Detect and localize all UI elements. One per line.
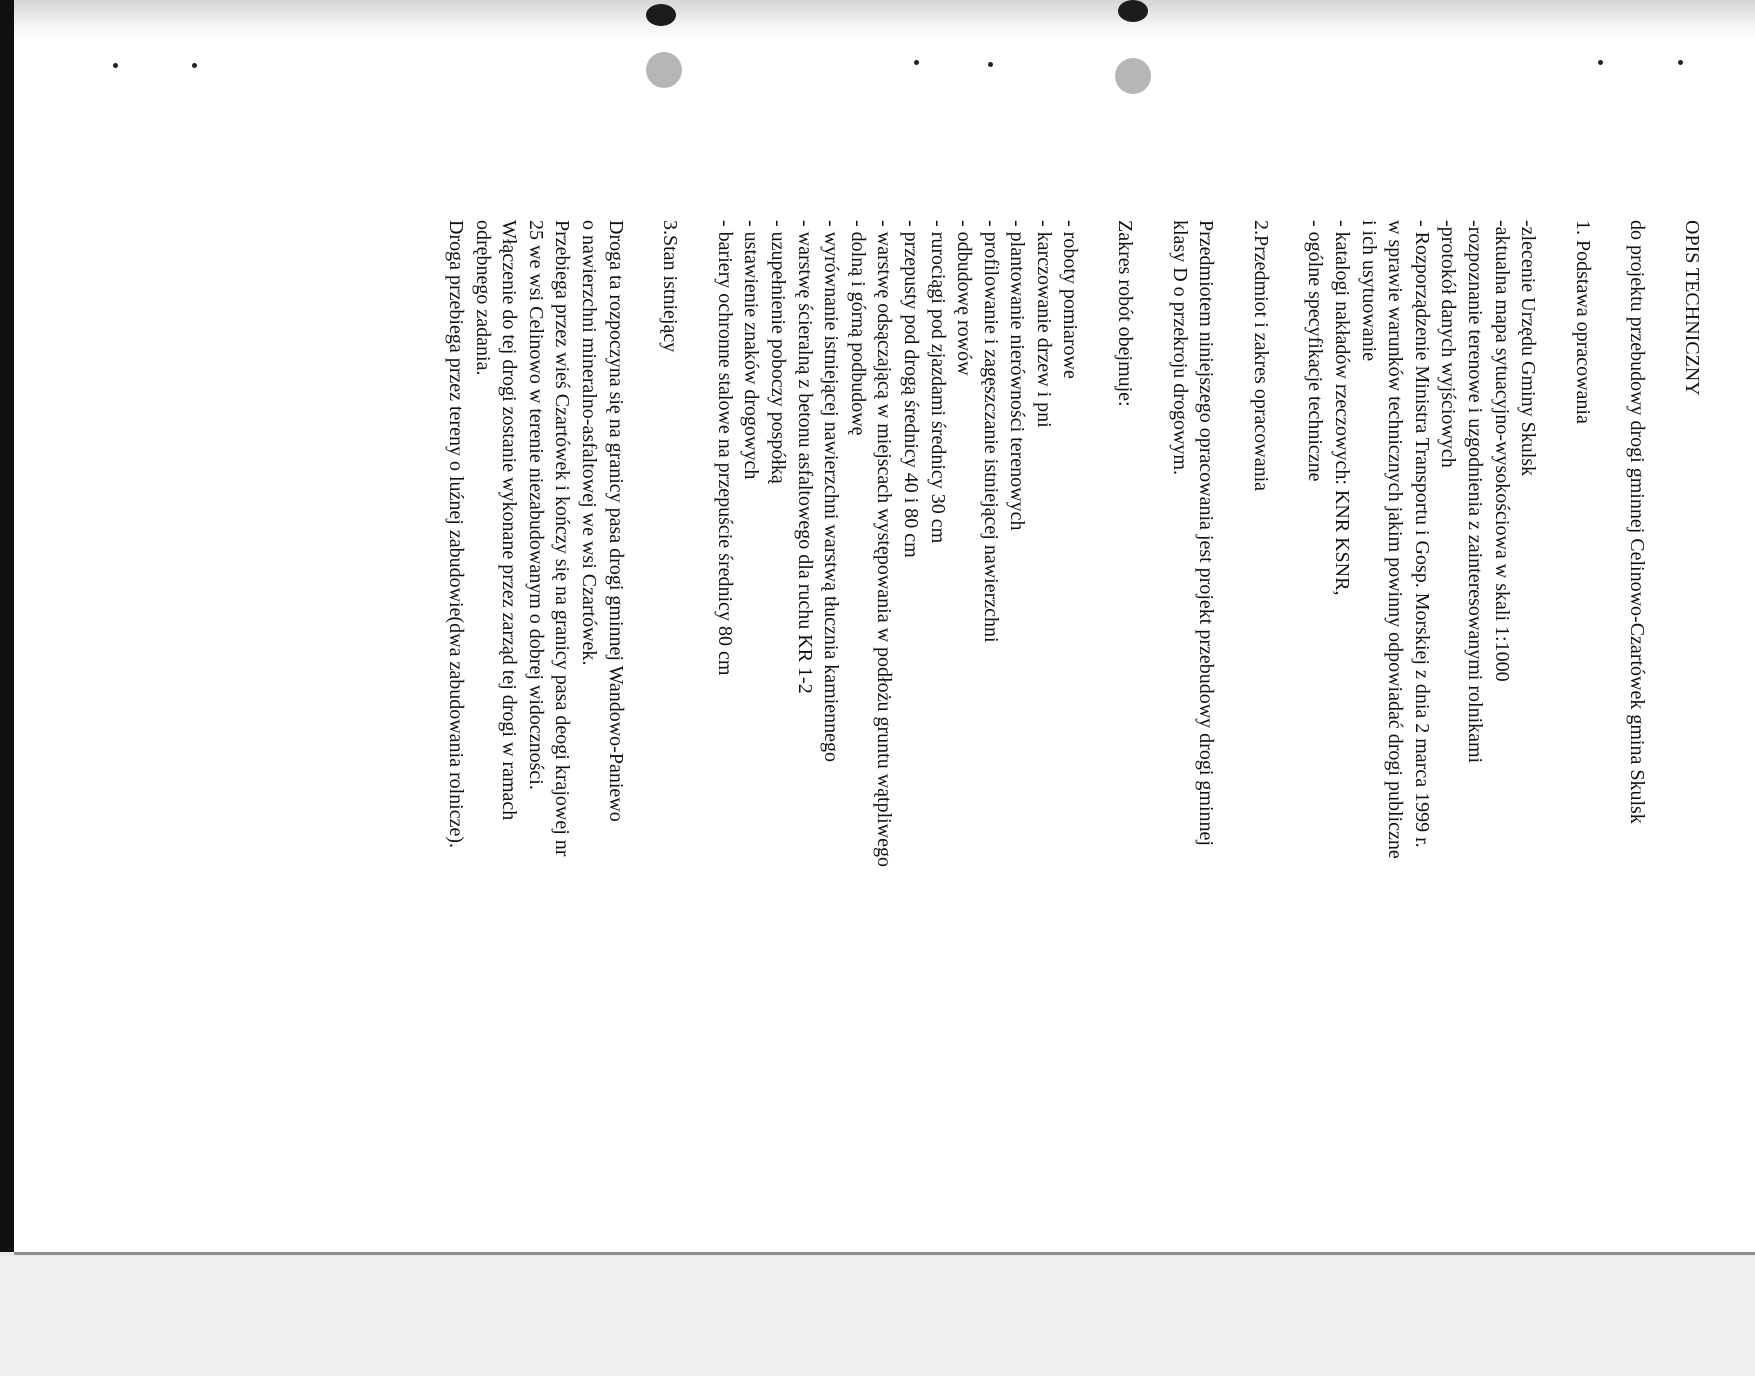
page-top-shadow <box>14 0 1755 42</box>
page-edge-shadow <box>0 0 14 1252</box>
scope-item: - profilowanie i zagęszczanie istniejącej nawierzchni <box>979 220 1002 643</box>
document-title: OPIS TECHNICZNY <box>1681 220 1703 396</box>
scope-heading: Zakres robót obejmuje: <box>1114 220 1137 407</box>
section-2-heading: 2.Przedmiot i zakres opracowania <box>1249 220 1272 492</box>
section-3-line: 25 we wsi Celinowo w terenie niezabudowanym o dobrej widoczności. <box>524 220 547 790</box>
scope-item: - wyrównanie istniejącej nawierzchni warstwą tłucznia kamiennego <box>820 220 843 763</box>
scan-speck <box>1678 60 1683 65</box>
section-1-line: - Rozporządzenie Ministra Transportu i Gosp. Morskiej z dnia 2 marca 1999 r. <box>1410 220 1433 848</box>
section-3-line: Przebiega przez wieś Czartówek i kończy się na granicy pasa deogi krajowej nr <box>551 220 574 857</box>
section-1-line: w sprawie warunków technicznych jakim powinny odpowiadać drogi publiczne <box>1384 220 1407 859</box>
scope-item: - dolną i górną podbudowę <box>846 220 869 436</box>
section-3-line: odrębnego zadania. <box>471 220 494 376</box>
section-1-line: i ich usytuowanie <box>1357 220 1380 362</box>
section-1-line: -aktualna mapa sytuacyjno-wysokościowa w skali 1:1000 <box>1490 220 1513 682</box>
punch-hole <box>646 4 676 26</box>
section-2-intro-line: klasy D o przekroju drogowym. <box>1168 220 1191 475</box>
section-1-line: -zlecenie Urzędu Gminy Skulsk <box>1517 220 1540 477</box>
scope-item: - rurociągi pod zjazdami średnicy 30 cm <box>926 220 949 544</box>
section-1-line: -protokół danych wyjściowych <box>1437 220 1460 468</box>
scope-item: - warstwę odsączającą w miejscach występowania w podłożu gruntu wątpliwego <box>873 220 896 868</box>
scope-item: - bariery ochronne stalowe na przepuście średnicy 80 cm <box>713 220 736 676</box>
scan-speck <box>914 60 919 65</box>
scope-item: - przepusty pod drogą średnicy 40 i 80 cm <box>899 220 922 558</box>
punch-hole <box>1115 58 1151 94</box>
document-body <box>395 220 1705 1080</box>
section-1-line: - katalogi nakładów rzeczowych: KNR KSNR, <box>1331 220 1354 596</box>
scan-speck <box>113 63 118 68</box>
section-1-line: - ogólne specyfikacje techniczne <box>1304 220 1327 482</box>
document-subtitle: do projektu przebudowy drogi gminnej Celinowo-Czartówek gmina Skulsk <box>1626 220 1649 824</box>
scope-item: - warstwę ścieralną z betonu asfaltowego dla ruchu KR 1-2 <box>793 220 816 694</box>
section-3-line: Droga ta rozpoczyna się na granicy pasa drogi gminnej Wandowo-Paniewo <box>604 220 627 822</box>
scope-item: - odbudowę rowów <box>953 220 976 376</box>
scope-item: - uzupełnienie poboczy pospółką <box>766 220 789 484</box>
punch-hole <box>646 52 682 88</box>
section-1-line: -rozpoznanie terenowe i uzgodnienia z zainteresowanymi rolnikami <box>1464 220 1487 764</box>
section-1-heading: 1. Podstawa opracowania <box>1571 220 1594 424</box>
scope-item: - roboty pomiarowe <box>1059 220 1082 379</box>
scanner-background <box>0 1256 1755 1376</box>
section-3-line: Droga przebiega przez tereny o luźnej zabudowie(dwa zabudowania rolnicze). <box>445 220 468 849</box>
section-3-line: o nawierzchni mineralno-asfaltowej we wsi Czartówek. <box>578 220 600 666</box>
scope-item: - ustawienie znaków drogowych <box>740 220 763 480</box>
scan-speck <box>988 62 993 67</box>
scan-speck <box>1598 60 1603 65</box>
scan-speck <box>192 63 197 68</box>
section-3-heading: 3.Stan istniejący <box>659 220 682 353</box>
scope-item: - plantowanie nierówności terenowych <box>1006 220 1029 531</box>
section-2-intro-line: Przedmiotem niniejszego opracowania jest projekt przebudowy drogi gminnej <box>1195 220 1218 846</box>
punch-hole <box>1118 0 1148 22</box>
section-3-line: Włączenie do tej drogi zostanie wykonane przez zarząd tej drogi w ramach <box>498 220 521 821</box>
scope-item: - karczowanie drzew i pni <box>1032 220 1055 428</box>
